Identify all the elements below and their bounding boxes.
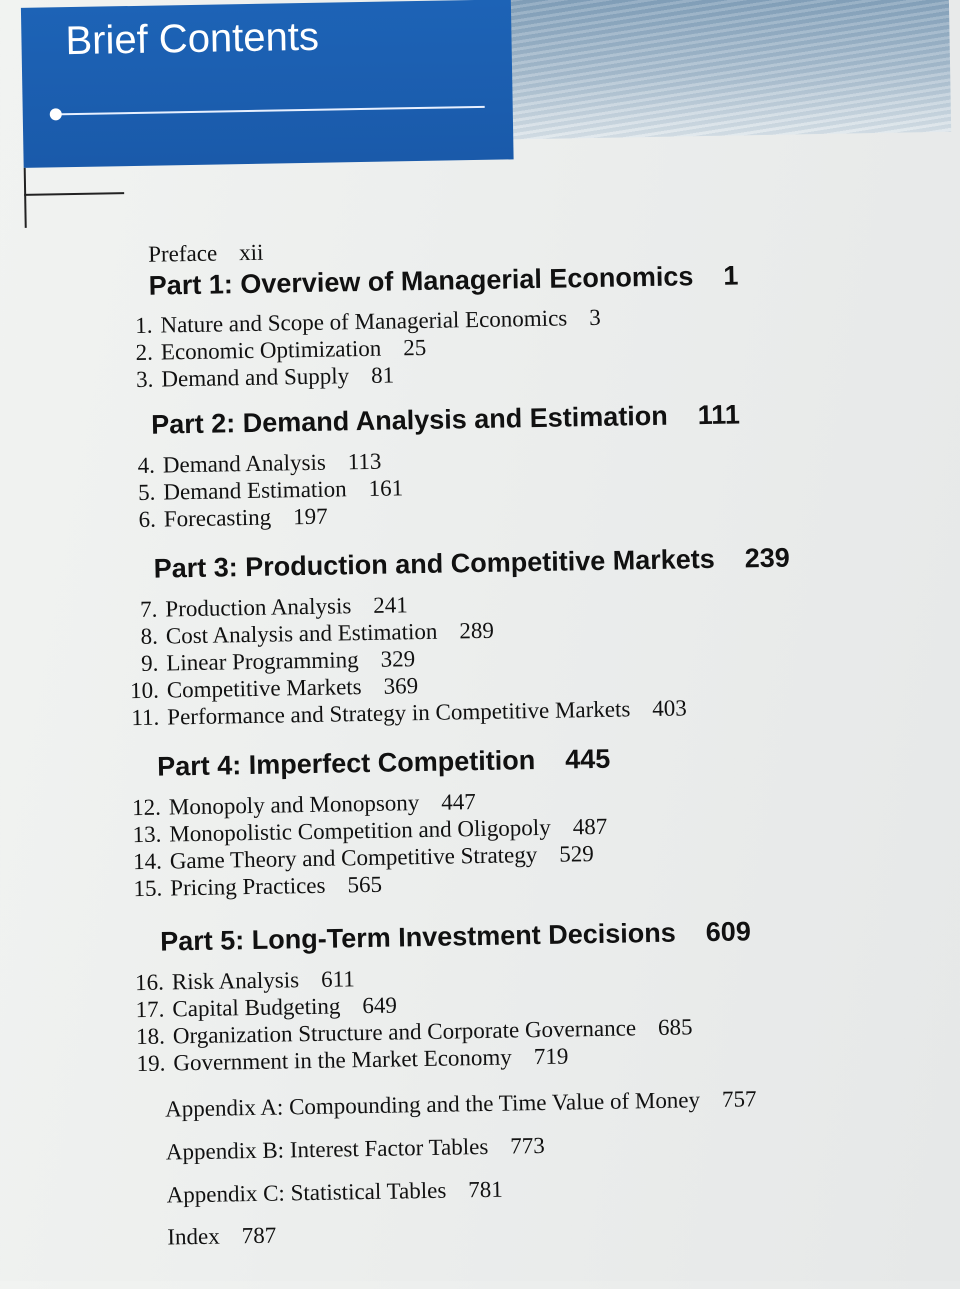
chapter-title: Demand and Supply (161, 363, 350, 392)
chapter-number: 15. (133, 875, 163, 902)
entry-page: 757 (721, 1086, 757, 1112)
chapter-page: 611 (320, 966, 355, 992)
chapter-number: 10. (129, 677, 160, 704)
chapter-title: Demand Estimation (163, 476, 347, 505)
chapter-page: 403 (652, 695, 688, 722)
banner-bullet-icon (50, 108, 62, 120)
chapter-page: 565 (347, 871, 383, 898)
part-title: Part 3: Production and Competitive Markets (153, 543, 715, 584)
entry-title: Appendix A: Compounding and the Time Value of Money (164, 1087, 701, 1122)
margin-rule-vertical (24, 168, 27, 228)
chapter-page: 197 (292, 503, 328, 530)
chapter-entry (124, 871, 382, 903)
chapter-page: 161 (368, 475, 404, 501)
chapter-title: Production Analysis (165, 593, 352, 622)
chapter-page: 447 (441, 789, 476, 815)
chapter-page: 25 (403, 334, 427, 361)
chapter-page: 289 (459, 617, 495, 644)
part-page: 609 (705, 916, 752, 948)
chapter-page: 685 (657, 1014, 693, 1040)
entry-page: 773 (510, 1132, 546, 1159)
banner-rule (55, 106, 485, 116)
chapter-title: Pricing Practices (170, 872, 326, 901)
chapter-number: 11. (131, 704, 160, 731)
chapter-title: Demand Analysis (162, 449, 326, 478)
chapter-title: Capital Budgeting (172, 993, 341, 1022)
chapter-number: 14. (132, 848, 163, 875)
toc-entry-preface (148, 239, 264, 269)
chapter-page: 113 (347, 448, 382, 475)
chapter-title: Forecasting (163, 504, 272, 532)
chapter-title: Game Theory and Competitive Strategy (169, 842, 538, 874)
entry-title: Preface (147, 240, 218, 267)
chapter-number: 17. (135, 996, 165, 1023)
part-heading (160, 915, 751, 957)
chapter-page: 241 (373, 592, 409, 618)
chapter-title: Competitive Markets (166, 674, 362, 703)
part-heading (153, 542, 790, 585)
entry-title: Index (167, 1223, 220, 1250)
chapter-page: 487 (572, 813, 608, 840)
header-banner (21, 0, 514, 168)
chapter-number: 19. (136, 1050, 166, 1077)
chapter-title: Economic Optimization (160, 335, 382, 365)
part-title: Part 1: Overview of Managerial Economics (148, 261, 694, 301)
part-page: 445 (564, 743, 611, 775)
chapter-number: 3. (135, 366, 154, 392)
chapter-page: 369 (383, 673, 419, 699)
chapter-number: 6. (138, 506, 157, 532)
chapter-number: 1. (134, 312, 153, 338)
chapter-number: 18. (135, 1023, 166, 1050)
part-title: Part 2: Demand Analysis and Estimation (150, 400, 669, 440)
chapter-title: Risk Analysis (171, 967, 300, 995)
chapter-title: Government in the Market Economy (173, 1044, 513, 1076)
margin-rule-horizontal (24, 192, 124, 196)
toc-entry-index (167, 1222, 276, 1252)
chapter-number: 4. (137, 452, 156, 478)
chapter-number: 7. (139, 596, 158, 622)
chapter-title: Monopolistic Competition and Oligopoly (169, 814, 551, 847)
chapter-number: 8. (140, 623, 159, 649)
toc-entry-appendix (166, 1176, 503, 1210)
page-title: Brief Contents (65, 14, 320, 64)
toc-entry-appendix (166, 1132, 545, 1167)
part-page: 111 (697, 399, 741, 431)
chapter-number: 9. (140, 650, 159, 676)
entry-page: xii (238, 239, 264, 266)
chapter-entry (115, 361, 394, 394)
part-heading (151, 398, 740, 440)
entry-page: 787 (241, 1222, 277, 1249)
chapter-number: 13. (132, 821, 162, 848)
entry-title: Appendix C: Statistical Tables (166, 1177, 447, 1208)
chapter-title: Organization Structure and Corporate Governance (172, 1015, 637, 1049)
chapter-number: 5. (137, 479, 156, 505)
chapter-number: 16. (134, 969, 165, 996)
chapter-page: 3 (588, 304, 601, 331)
chapter-title: Nature and Scope of Managerial Economics (160, 305, 568, 338)
part-heading (157, 743, 611, 783)
chapter-page: 649 (362, 992, 398, 1019)
chapter-entry (118, 503, 328, 535)
chapter-title: Performance and Strategy in Competitive Markets (167, 696, 631, 730)
toc-entry-appendix (165, 1085, 757, 1123)
part-page: 1 (723, 260, 739, 291)
chapter-title: Cost Analysis and Estimation (165, 618, 438, 649)
chapter-title: Linear Programming (166, 647, 359, 676)
entry-page: 781 (468, 1176, 503, 1203)
chapter-entry (117, 474, 403, 507)
chapter-number: 2. (135, 339, 154, 365)
chapter-title: Monopoly and Monopsony (168, 790, 420, 820)
chapter-number: 12. (131, 794, 162, 821)
part-title: Part 4: Imperfect Competition (156, 745, 536, 782)
chapter-page: 81 (370, 362, 395, 388)
part-title: Part 5: Long-Term Investment Decisions (159, 917, 677, 957)
part-page: 239 (744, 542, 791, 574)
chapter-page: 719 (533, 1043, 569, 1070)
cover-photo-strip (509, 0, 951, 139)
chapter-page: 329 (380, 646, 416, 672)
chapter-page: 529 (559, 841, 594, 867)
entry-title: Appendix B: Interest Factor Tables (165, 1133, 489, 1165)
